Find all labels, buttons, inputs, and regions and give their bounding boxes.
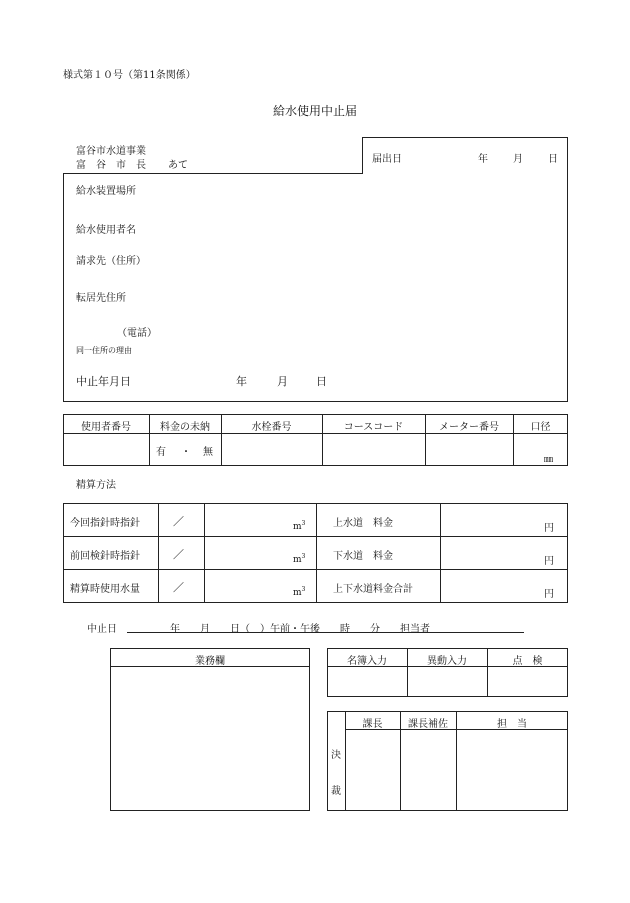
recipient-ate: あて	[168, 160, 188, 171]
business-column-box	[110, 648, 310, 811]
submission-year: 年	[478, 154, 488, 165]
settle-row2-slash: ／	[173, 548, 184, 561]
settle-row1-left: 今回指針時指針	[70, 518, 140, 529]
settle-row2-right: 下水道 料金	[333, 551, 393, 562]
header-section-chief: 課長	[362, 719, 383, 730]
settle-row2-left: 前回検針時指針	[70, 551, 140, 562]
settle-row3-left: 精算時使用水量	[70, 584, 140, 595]
table-line	[316, 503, 317, 603]
header-faucet-number: 水栓番号	[251, 422, 292, 433]
new-address-label: 転居先住所	[76, 293, 126, 304]
header-staff: 担 当	[497, 719, 527, 730]
header-deputy-chief: 課長補佐	[408, 719, 448, 730]
unpaid-no: 無	[203, 447, 213, 458]
header-roster-input: 名簿入力	[347, 656, 387, 667]
settle-row3-right: 上下水道料金合計	[333, 584, 413, 595]
frame-line	[567, 137, 568, 401]
stop-line-underline	[127, 632, 524, 633]
settle-row3-unit: $m^3$	[293, 586, 306, 598]
frame-line	[63, 173, 363, 174]
decision-char-1: 決	[331, 750, 341, 761]
business-column-label: 業務欄	[195, 656, 225, 667]
settle-row1-slash: ／	[173, 515, 184, 528]
table-line	[440, 503, 441, 603]
header-inspection: 点 検	[512, 656, 543, 667]
settle-row3-slash: ／	[173, 581, 184, 594]
settle-row1-yen: 円	[544, 523, 554, 534]
settle-row2-yen: 円	[544, 556, 554, 567]
header-diameter: 口径	[530, 422, 551, 433]
user-name-label: 給水使用者名	[76, 225, 136, 236]
stop-line-label: 中止日	[87, 624, 117, 635]
settle-row1-right: 上水道 料金	[333, 518, 393, 529]
stop-day: 日	[316, 375, 327, 388]
frame-line	[63, 401, 568, 402]
form-number: 様式第１０号（第11条関係）	[63, 70, 196, 81]
stop-date-label: 中止年月日	[76, 375, 131, 388]
header-unpaid: 料金の未納	[160, 422, 210, 433]
decision-char-2: 裁	[331, 786, 341, 797]
submission-month: 月	[513, 154, 523, 165]
location-label: 給水装置場所	[76, 186, 136, 197]
stop-year: 年	[236, 375, 247, 388]
settle-row3-yen: 円	[544, 589, 554, 600]
billing-label: 請求先（住所）	[76, 256, 146, 267]
form-title: 給水使用中止届	[272, 104, 357, 118]
header-meter-number: メーター番号	[439, 422, 499, 433]
settle-row1-unit: $m^3$	[293, 520, 306, 532]
frame-line	[63, 173, 64, 401]
frame-line	[362, 137, 567, 138]
phone-label: （電話）	[117, 328, 157, 339]
table-line	[204, 503, 205, 603]
unpaid-dot: ・	[181, 447, 191, 458]
settlement-label: 精算方法	[76, 480, 116, 491]
stop-line-text: 年 月 日（ ）午前・午後 時 分 担当者	[170, 624, 430, 635]
recipient-mayor: 富 谷 市 長	[76, 160, 146, 171]
recipient-org: 富谷市水道事業	[76, 146, 146, 157]
stop-month: 月	[277, 375, 288, 388]
header-change-input: 異動入力	[427, 656, 467, 667]
table-line	[63, 433, 568, 434]
settle-row2-unit: $m^3$	[293, 553, 306, 565]
submission-label: 届出日	[372, 154, 402, 165]
header-user-number: 使用者番号	[81, 422, 131, 433]
table-line	[158, 503, 159, 603]
same-address-reason-label: 同一住所の理由	[76, 346, 132, 355]
header-course-code: コースコード	[343, 422, 404, 433]
unpaid-yes: 有	[156, 447, 166, 458]
frame-line	[362, 137, 363, 173]
submission-day: 日	[548, 154, 558, 165]
diameter-unit: ㎜	[544, 455, 554, 465]
